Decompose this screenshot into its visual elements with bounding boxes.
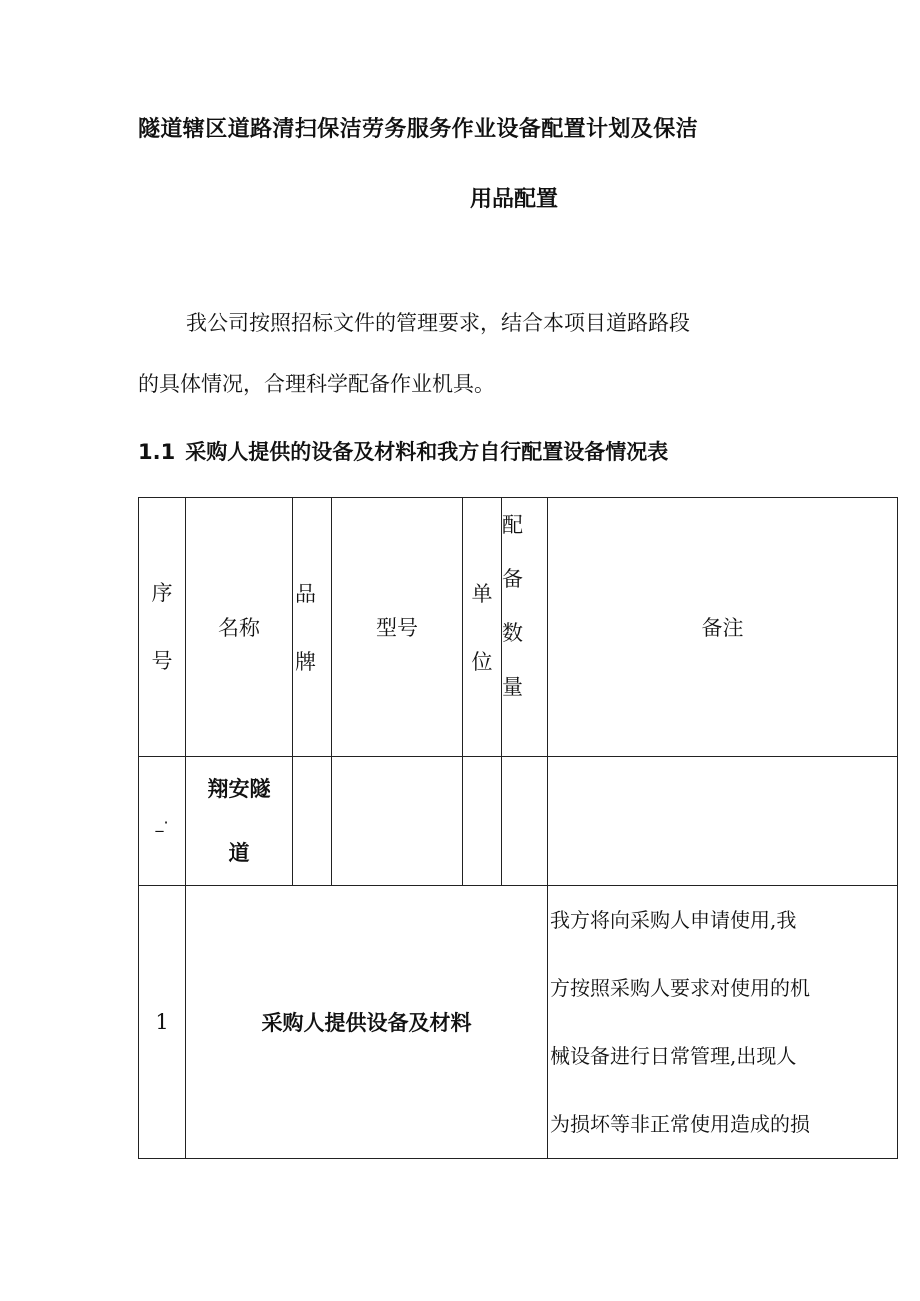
header-unit-line1: 单 (471, 582, 493, 606)
header-seq-line2: 号 (151, 649, 173, 673)
header-seq-line1: 序 (151, 581, 173, 605)
row1-name-line1: 翔安隧 (207, 777, 271, 801)
row1-qty (502, 757, 548, 886)
row1-seq (139, 757, 186, 886)
row1-seq-text: _· (155, 813, 169, 832)
header-brand (293, 498, 332, 757)
header-qty (502, 498, 548, 757)
row2-content: 采购人提供设备及材料 (186, 886, 548, 1159)
section-heading (138, 436, 668, 466)
header-seq (139, 498, 186, 757)
table-header-row (139, 498, 898, 757)
equipment-table (138, 497, 898, 1159)
row2-note-line3: 械设备进行日常管理,出现人 (550, 1044, 797, 1068)
header-qty-line2: 备 (502, 567, 523, 591)
row2-seq-text: 1 (155, 1010, 169, 1034)
row1-brand (293, 757, 332, 886)
doc-title-line1: 隧道辖区道路清扫保洁劳务服务作业设备配置计划及保洁 (138, 117, 699, 142)
intro-paragraph-line2: 的具体情况，合理科学配备作业机具。 (138, 372, 495, 396)
row1-unit (463, 757, 502, 886)
header-note: 备注 (548, 498, 898, 757)
table-row (139, 886, 898, 1159)
row1-model (332, 757, 463, 886)
section-title: 采购人提供的设备及材料和我方自行配置设备情况表 (185, 440, 669, 464)
row1-name-line2: 道 (228, 841, 250, 865)
doc-title-line2: 用品配置 (470, 187, 559, 212)
intro-paragraph-line1: 我公司按照招标文件的管理要求，结合本项目道路路段 (186, 311, 690, 335)
row2-note (548, 886, 898, 1159)
row2-note-line1: 我方将向采购人申请使用,我 (550, 908, 797, 932)
row2-note-line4: 为损坏等非正常使用造成的损 (550, 1112, 810, 1136)
header-brand-line1: 品 (295, 582, 316, 606)
header-qty-line4: 量 (502, 675, 523, 699)
header-model: 型号 (332, 498, 463, 757)
row2-note-line2: 方按照采购人要求对使用的机 (550, 976, 810, 1000)
header-unit-line2: 位 (471, 650, 493, 674)
table-row (139, 757, 898, 886)
header-qty-line3: 数 (502, 621, 523, 645)
row2-seq (139, 886, 186, 1159)
row1-name (186, 757, 293, 886)
header-brand-line2: 牌 (295, 650, 316, 674)
header-qty-line1: 配 (502, 513, 523, 537)
header-unit (463, 498, 502, 757)
section-number: 1.1 (138, 440, 176, 464)
header-name: 名称 (186, 498, 293, 757)
row1-note (548, 757, 898, 886)
